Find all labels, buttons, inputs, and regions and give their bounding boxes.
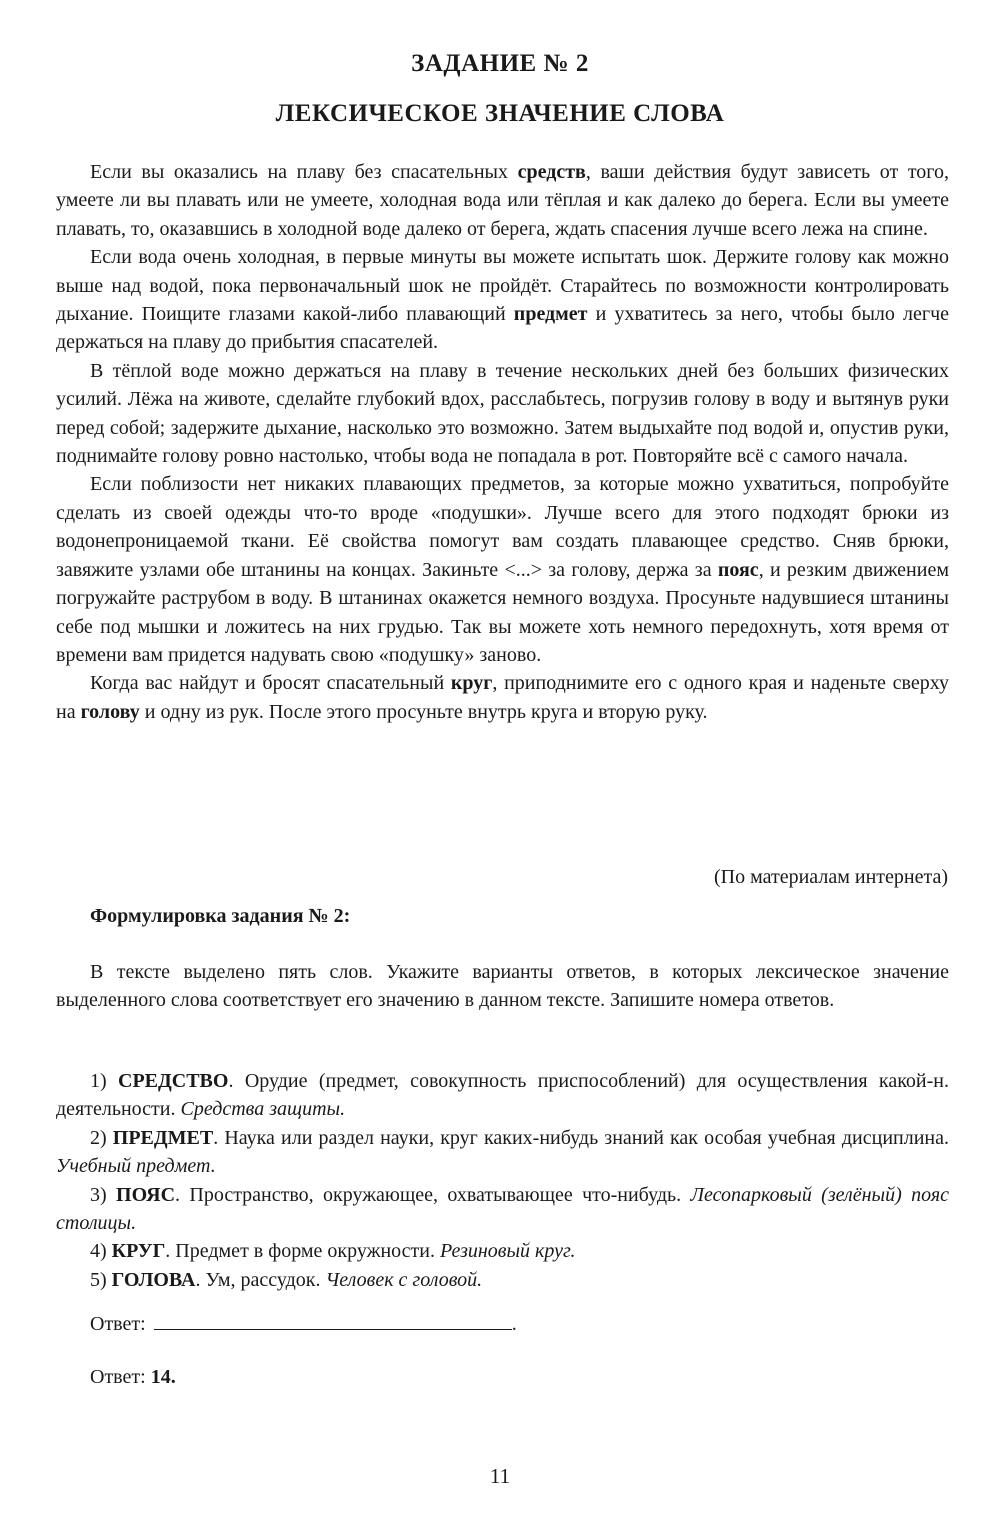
correct-answer-label: Ответ: [90,1366,151,1388]
answer-label: Ответ: [90,1313,146,1335]
option-definition: . Предмет в форме окружности. [165,1240,440,1263]
option-number: 4) [90,1240,112,1263]
option-number: 3) [90,1183,117,1206]
correct-answer [90,1366,176,1389]
text-fragment: Когда вас найдут и бросят спасательный [90,672,451,695]
option-number: 5) [90,1268,112,1291]
highlighted-word-predmet: предмет [513,303,588,326]
text-fragment: , приподнимите его с одного края и наденьте сверху на [56,672,949,723]
task-instruction [56,958,949,1015]
option-definition: . Орудие (предмет, совокупность приспособлений) для осуществления какой-н. деятельности. [56,1070,949,1121]
option-definition: . Пространство, окружающее, охватывающее что-нибудь. [175,1183,691,1206]
text-paragraph-4 [56,470,949,669]
option-3 [56,1181,949,1238]
reading-text [56,158,949,726]
option-word: КРУГ [111,1240,166,1263]
option-word: СРЕДСТВО [118,1070,229,1092]
text-fragment: и ухватитесь за него, чтобы было легче держаться на плаву до прибытия спасателей. [56,303,950,354]
option-4 [56,1237,949,1265]
highlighted-word-golovu: голову [80,700,140,723]
option-2 [56,1124,949,1181]
option-1 [56,1067,949,1124]
highlighted-word-sredstv: средств [517,161,586,183]
highlighted-word-poyas: пояс [717,558,759,581]
highlighted-word-krug: круг [450,672,493,695]
option-example: Лесопарковый (зелёный) пояс столицы. [56,1183,949,1235]
option-definition: . Ум, рассудок. [195,1268,326,1291]
option-word: ГОЛОВА [111,1268,196,1291]
text-fragment: , и резким движением погружайте раструбом в воду. В штанинах окажется немного воздуха. Просуньте надувшиеся штанины себе под мышки и ложитесь на них грудью. Так вы можете хоть немного передохнуть, хотя время от времени вам придется надувать свою «подушку» заново. [56,558,949,666]
option-definition: . Наука или раздел науки, круг каких-нибудь знаний как особая учебная дисциплина. [213,1126,949,1149]
option-word: ПРЕДМЕТ [112,1126,214,1149]
task-title: ЗАДАНИЕ № 2 [411,50,589,77]
task-subtitle: ЛЕКСИЧЕСКОЕ ЗНАЧЕНИЕ СЛОВА [275,100,725,127]
option-number: 2) [90,1126,113,1149]
answer-period: . [511,1313,517,1335]
task-heading: Формулировка задания № 2: [90,905,351,927]
answer-blank[interactable] [154,1311,512,1330]
option-5 [56,1266,949,1294]
text-paragraph-5 [56,669,949,726]
text-paragraph-2 [56,243,949,357]
option-example: Учебный предмет. [56,1155,216,1178]
answer-options [56,1067,949,1294]
text-fragment: , ваши действия будут зависеть от того, умеете ли вы плавать или не умеете, холодная вода или тёплая и как далеко до берега. Если вы умеете плавать, то, оказавшись в холодной воде далеко от берега, ждать спасения лучше всего лежа на спине. [56,161,949,240]
page-number: 11 [489,1464,511,1488]
text-paragraph-3: В тёплой воде можно держаться на плаву в течение нескольких дней без больших физических усилий. Лёжа на животе, сделайте глубокий вдох, расслабьтесь, погрузив голову в воду и вытянув руки перед собой; задержите дыхание, насколько это возможно. Затем выдыхайте под водой и, опустив руки, поднимайте голову ровно настолько, чтобы вода не попадала в рот. Повторяйте всё с самого начала. [56,359,949,468]
answer-input-line [90,1311,517,1336]
text-source: (По материалам интернета) [714,866,948,888]
option-example: Резиновый круг. [439,1240,576,1263]
option-example: Человек с головой. [325,1268,483,1291]
option-example: Средства защиты. [180,1098,346,1121]
text-paragraph-1 [56,158,949,243]
instruction-text: В тексте выделено пять слов. Укажите варианты ответов, в которых лексическое значение выделенного слова соответствует его значению в данном тексте. Запишите номера ответов. [56,961,949,1012]
text-fragment: Если вода очень холодная, в первые минуты вы можете испытать шок. Держите голову как можно выше над водой, пока первоначальный шок не пройдёт. Старайтесь по возможности контролировать дыхание. Поищите глазами какой-либо плавающий [56,246,949,326]
option-word: ПОЯС [116,1183,176,1206]
correct-answer-value: 14. [150,1366,176,1388]
text-fragment: Если поблизости нет никаких плавающих предметов, за которые можно ухватиться, попробуйте сделать из своей одежды что-то вроде «подушки». Лучше всего для этого подходят брюки из водонепроницаемой ткани. Её свойства помогут вам создать плавающее средство. Сняв брюки, завяжите узлами обе штанины на концах. Закиньте <...> за голову, держа за [56,473,949,581]
option-number: 1) [90,1070,119,1092]
text-fragment: Если вы оказались на плаву без спасательных [90,161,518,183]
text-fragment: и одну из рук. После этого просуньте внутрь круга и вторую руку. [139,700,708,723]
